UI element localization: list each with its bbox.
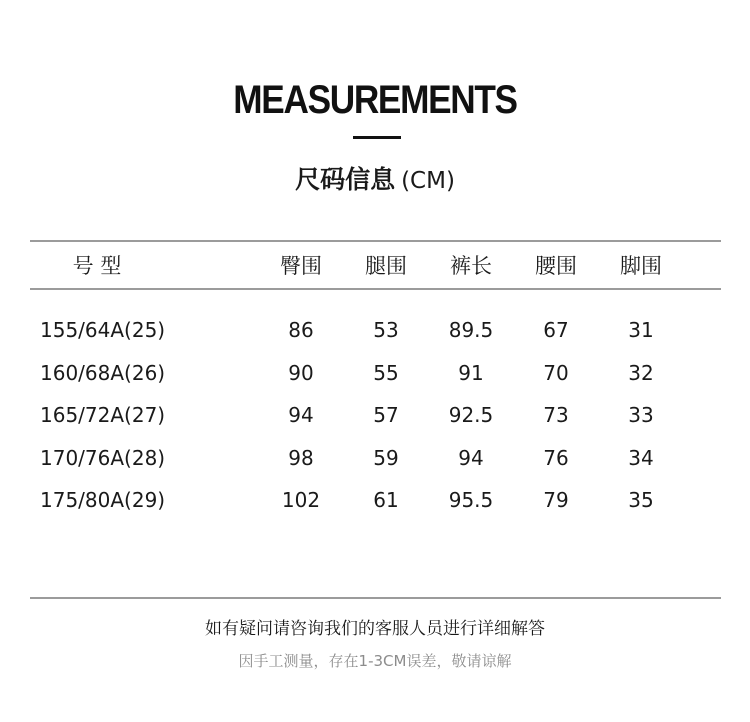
- table-cell: 102: [281, 488, 321, 512]
- header-size: 号 型: [72, 254, 122, 278]
- subtitle-unit: (CM): [401, 168, 455, 194]
- table-cell: 76: [543, 445, 569, 470]
- header-length: 裤长: [450, 254, 492, 278]
- size-label: 170/76A(28): [40, 445, 166, 470]
- header-thigh: 腿围: [365, 254, 407, 278]
- table-cell: 89.5: [448, 318, 494, 342]
- size-label: 160/68A(26): [40, 360, 166, 385]
- table-cell: 34: [628, 445, 654, 470]
- table-cell: 33: [628, 403, 654, 427]
- table-cell: 86: [288, 318, 314, 342]
- table-cell: 57: [373, 403, 399, 427]
- table-cell: 53: [373, 318, 399, 342]
- size-label: 155/64A(25): [40, 318, 166, 342]
- table-cell: 95.5: [448, 488, 494, 512]
- page-subtitle: [0, 160, 750, 196]
- table-header-rule: [30, 288, 721, 290]
- header-hem: 脚围: [620, 254, 662, 278]
- header-waist: 腰围: [535, 254, 577, 278]
- table-cell: 91: [458, 360, 484, 385]
- table-cell: 92.5: [448, 403, 494, 427]
- contact-note: 如有疑问请咨询我们的客服人员进行详细解答: [205, 619, 545, 639]
- table-cell: 94: [288, 403, 314, 427]
- title-underline: [353, 136, 401, 139]
- header-hip: 臀围: [280, 254, 322, 278]
- table-cell: 59: [373, 445, 399, 470]
- subtitle-text: 尺码信息: [295, 165, 396, 194]
- page-title: MEASUREMENTS: [233, 78, 517, 122]
- table-bottom-rule: [30, 597, 721, 599]
- table-cell: 35: [628, 488, 654, 512]
- table-cell: 94: [458, 445, 484, 470]
- table-cell: 55: [373, 360, 399, 385]
- table-cell: 67: [543, 318, 569, 342]
- tolerance-note: 因手工测量，存在1-3CM误差，敬请谅解: [238, 652, 512, 670]
- table-cell: 98: [288, 445, 314, 470]
- table-cell: 79: [543, 488, 569, 512]
- table-top-rule: [30, 240, 721, 242]
- table-cell: 90: [288, 360, 314, 385]
- table-cell: 73: [543, 403, 569, 427]
- table-cell: 31: [628, 318, 654, 342]
- size-label: 175/80A(29): [40, 488, 166, 512]
- table-cell: 61: [373, 488, 399, 512]
- size-label: 165/72A(27): [40, 403, 166, 427]
- table-cell: 70: [543, 360, 569, 385]
- table-cell: 32: [628, 360, 654, 385]
